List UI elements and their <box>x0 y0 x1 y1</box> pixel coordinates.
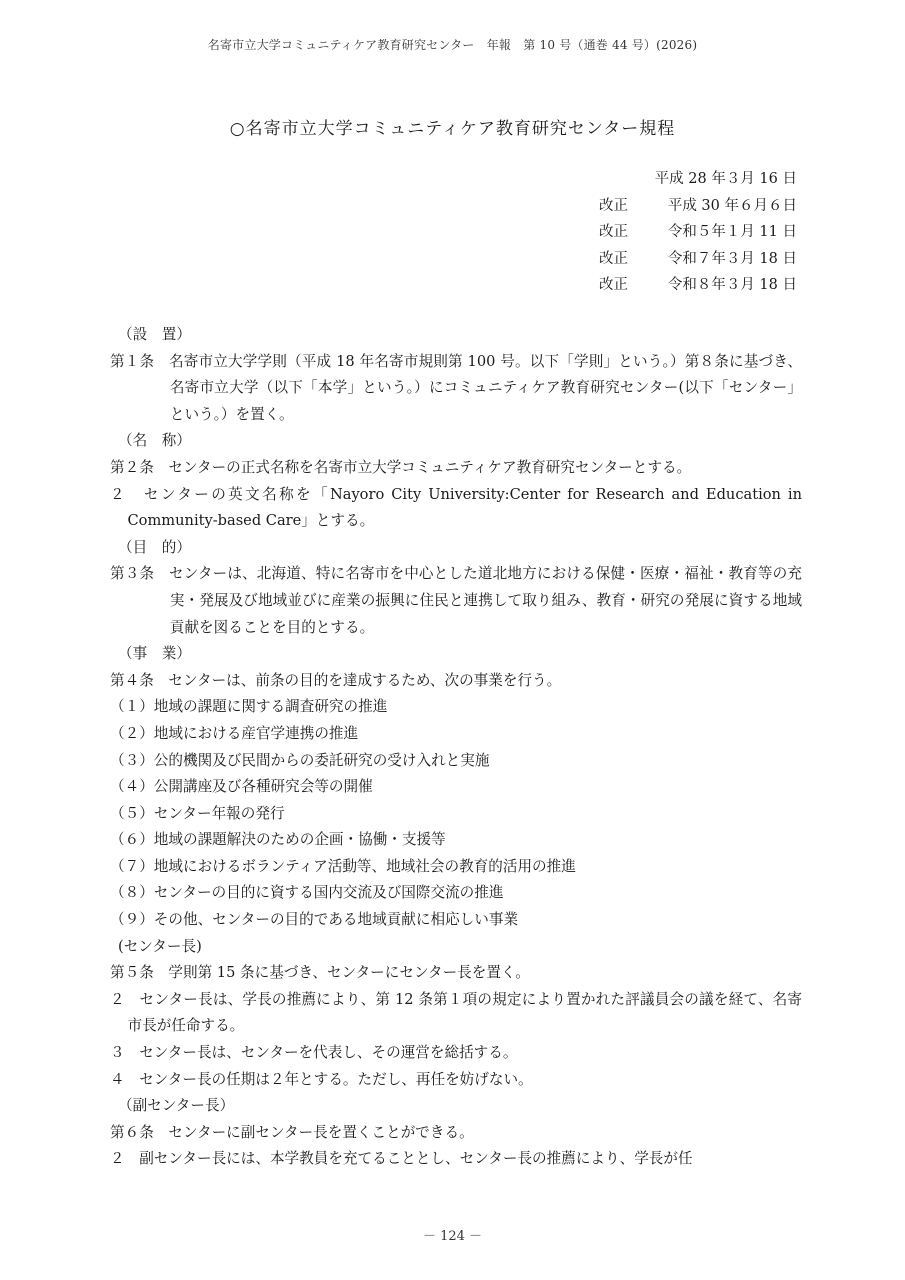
date-row <box>537 166 797 193</box>
date-label: 改正 <box>599 250 628 267</box>
list-item: （６）地域の課題解決のための企画・協働・支援等 <box>110 831 446 849</box>
list-item: （８）センターの目的に資する国内交流及び国際交流の推進 <box>110 884 504 902</box>
date-value: 令和５年１月 11 日 <box>667 224 797 240</box>
article-3: 第３条 センターは、北海道、特に名寄市を中心とした道北地方における保健・医療・福祉・教育等の充実・発展及び地域並びに産業の振興に住民と連携して取り組み、教育・研究の発展に資する地域貢献を図ることを目的とする。 <box>110 565 802 636</box>
article-5: 第５条 学則第 15 条に基づき、センターにセンター長を置く。 <box>110 964 530 982</box>
article-6-paragraph-2: ２ 副センター長には、本学教員を充てることとし、センター長の推薦により、学長が任 <box>110 1150 693 1168</box>
list-item: （３）公的機関及び民間からの委託研究の受け入れと実施 <box>110 751 490 769</box>
date-value: 令和７年３月 18 日 <box>667 250 797 267</box>
article-6: 第６条 センターに副センター長を置くことができる。 <box>110 1123 474 1141</box>
list-item: （４）公開講座及び各種研究会等の開催 <box>110 778 373 796</box>
date-row <box>537 246 797 273</box>
date-label: 改正 <box>599 224 628 240</box>
document-title: ○名寄市立大学コミュニティケア教育研究センター規程 <box>229 119 676 139</box>
article-2: 第２条 センターの正式名称を名寄市立大学コミュニティケア教育研究センターとする。 <box>110 458 692 476</box>
article-1: 第１条 名寄市立大学学則（平成 18 年名寄市規則第 100 号。以下「学則」という。）第８条に基づき、名寄市立大学（以下「本学」という。）にコミュニティケア教育研究センター(以下「センター」という。）を置く。 <box>110 352 802 423</box>
date-label: 改正 <box>599 197 628 214</box>
date-label <box>599 166 651 193</box>
section-heading: （名 称） <box>118 432 191 450</box>
running-header: 名寄市立大学コミュニティケア教育研究センター 年報 第 10 号（通巻 44 号）(2026) <box>207 38 698 52</box>
article-4: 第４条 センターは、前条の目的を達成するため、次の事業を行う。 <box>110 671 562 689</box>
list-item: （１）地域の課題に関する調査研究の推進 <box>110 698 388 716</box>
section-heading: （事 業） <box>118 645 191 663</box>
list-item: （７）地域におけるボランティア活動等、地域社会の教育的活用の推進 <box>110 857 576 875</box>
article-5-paragraph-3: ３ センター長は、センターを代表し、その運営を総括する。 <box>110 1044 518 1062</box>
date-row <box>537 219 797 246</box>
date-row <box>537 193 797 220</box>
revision-dates <box>537 166 797 299</box>
article-5-paragraph-2: ２ センター長は、学長の推薦により、第 12 条第１項の規定により置かれた評議員会の議を経て、名寄市長が任命する。 <box>110 990 802 1035</box>
article-2-paragraph-2: ２ センターの英文名称を「Nayoro City University:Center for Research and Education in Community-based Care」とする。 <box>110 485 807 530</box>
list-item: （２）地域における産官学連携の推進 <box>110 724 359 742</box>
article-5-paragraph-4: ４ センター長の任期は２年とする。ただし、再任を妨げない。 <box>110 1070 533 1088</box>
date-value: 平成 30 年６月６日 <box>667 197 797 214</box>
section-heading: （設 置） <box>118 326 191 343</box>
section-heading: (センター長) <box>118 937 202 955</box>
list-item: （５）センター年報の発行 <box>110 804 285 822</box>
date-value: 令和８年３月 18 日 <box>667 277 797 293</box>
date-label: 改正 <box>599 277 628 293</box>
regulation-body <box>110 322 807 1173</box>
date-value: 平成 28 年３月 16 日 <box>654 171 797 187</box>
list-item: （９）その他、センターの目的である地域貢献に相応しい事業 <box>110 911 519 929</box>
date-row <box>537 272 797 299</box>
section-heading: （副センター長） <box>118 1097 235 1115</box>
section-heading: （目 的） <box>118 538 191 556</box>
page-number: － 124 － <box>422 1229 483 1244</box>
